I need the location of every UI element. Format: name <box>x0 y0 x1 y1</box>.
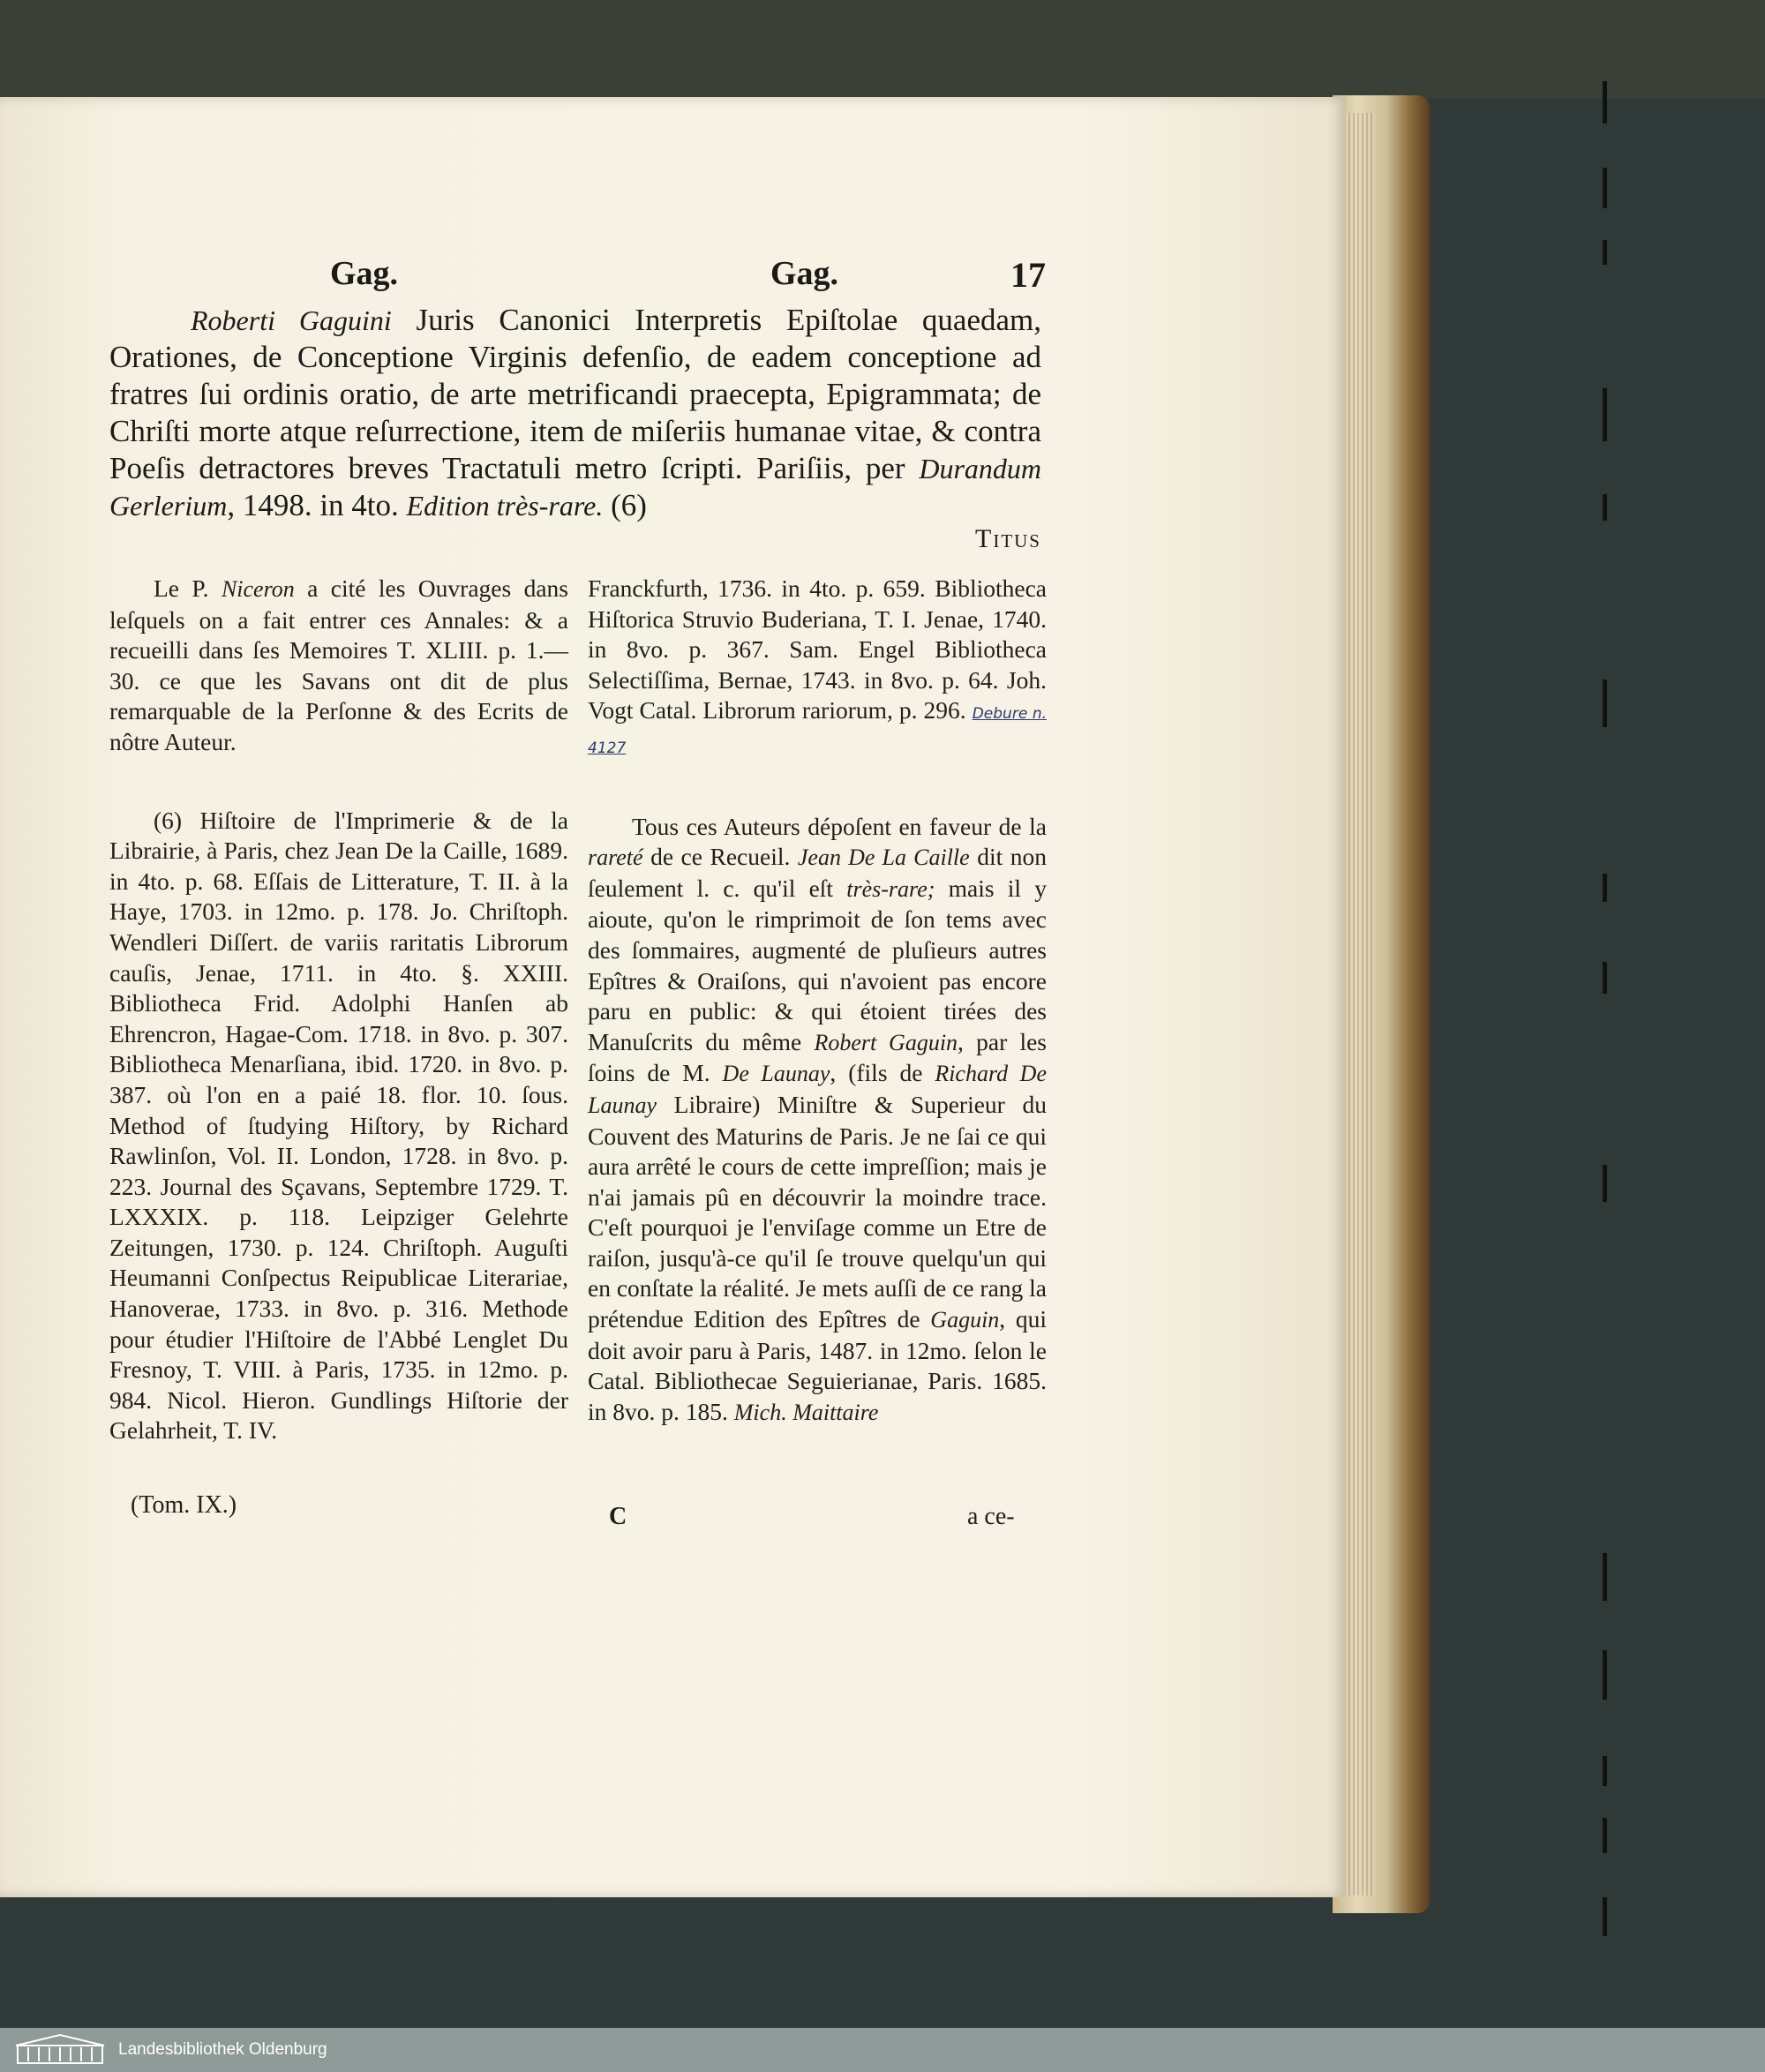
left-paragraph-1 <box>109 574 568 758</box>
scan-margin-mark <box>1603 81 1607 124</box>
left-column <box>109 574 568 1446</box>
right-p2-richard: Richard De Launay <box>588 1061 1047 1118</box>
scan-margin-mark <box>1603 168 1607 208</box>
right-paragraph-1 <box>588 574 1047 764</box>
right-p2-gaguin: Robert Gaguin <box>814 1029 958 1055</box>
right-p2-text-e: , par les ſoins de M. <box>588 1027 1047 1087</box>
book-fore-edge <box>1333 95 1430 1913</box>
scan-margin-mark <box>1603 388 1607 441</box>
scan-margin-mark <box>1603 1818 1607 1853</box>
scan-margin-mark <box>1603 1165 1607 1202</box>
library-building-icon <box>12 2033 108 2067</box>
lead-author: Roberti Gaguini <box>191 304 392 336</box>
scan-top-strip <box>0 0 1765 99</box>
right-p2-text-a: Tous ces Auteurs dépoſent en faveur de la <box>632 812 1047 840</box>
right-p2-lacaille: Jean De La Caille <box>797 845 970 871</box>
scan-margin-mark <box>1603 494 1607 521</box>
right-p2-text-g: Libraire) Miniſtre & Superieur du Couvent des Maturins de Paris. Je ne ſai ce qui aura arrêté le cours de cette impreſſion; mais je n'ai jamais pû en découvrir la moindre trace. C'eſt pourquoi je l'enviſage comme un Etre de raiſon, jusqu'à-ce qu'il ſe trouve quelqu'un qui en conſtate la réalité. Je mets auſſi de ce rang la prétendue Edition des Epîtres de <box>588 1090 1047 1333</box>
handwritten-annotation: Debure n. 4127 <box>588 705 1048 757</box>
catchword-bottom: a ce- <box>967 1503 1015 1530</box>
right-p2-text-h: , qui doit avoir paru à Paris, 1487. in 12mo. ſelon le Catal. Bibliothecae Seguierianae, Paris. 1685. in 8vo. p. 185. <box>588 1305 1047 1425</box>
right-p2-text-d: mais il y aioute, qu'on le rimprimoit de ſon tems avec des ſommaires, augmenté de pluſieurs autres Epîtres & Oraiſons, qui n'avoient pas encore paru en public: & qui étoient tirées des Manuſcrits du même <box>588 874 1047 1055</box>
library-name: Landesbibliothek Oldenburg <box>118 2040 327 2059</box>
left-p1-text-2: a cité les Ouvrages dans leſquels on a fait entrer ces Annales: & a recueilli dans ſes Memoires T. XLIII. p. 1.—30. ce que les Savans ont dit de plus remarquable de la Perſonne & des Ecrits de nôtre Auteur. <box>109 574 568 755</box>
scan-margin-mark <box>1603 679 1607 727</box>
right-column <box>588 574 1047 1428</box>
running-head-center: Gag. <box>770 255 839 292</box>
right-paragraph-2 <box>588 812 1047 1429</box>
scan-margin-mark <box>1603 1897 1607 1936</box>
left-paragraph-2: (6) Hiſtoire de l'Imprimerie & de la Librairie, à Paris, chez Jean De la Caille, 1689. in 4to. p. 68. Eſſais de Litterature, T. II. à la Haye, 1703. in 12mo. p. 178. Jo. Chriſtoph. Wendleri Diſſert. de variis raritatis Librorum cauſis, Jenae, 1711. in 4to. §. XXIII. Bibliotheca Frid. Adolphi Hanſen ab Ehrencron, Hagae-Com. 1718. in 8vo. p. 307. Bibliotheca Menarſiana, ibid. 1720. in 8vo. p. 387. où l'on en a paié 18. flor. 10. ſous. Method of ſtudying Hiſtory, by Richard Rawlinſon, Vol. II. London, 1728. in 8vo. p. 223. Journal des Sçavans, Septembre 1729. T. LXXXIX. p. 118. Leipziger Gelehrte Zeitungen, 1730. p. 124. Chriſtoph. Auguſti Heumanni Conſpectus Reipublicae Literariae, Hanoverae, 1733. in 8vo. p. 316. Methode pour étudier l'Hiſtoire de l'Abbé Lenglet Du Fresnoy, T. VIII. à Paris, 1735. in 12mo. p. 984. Nicol. Hieron. Gundlings Hiſtorie der Gelahrheit, T. IV. <box>109 806 568 1445</box>
lead-text-2: , 1498. in 4to. <box>227 488 407 522</box>
library-footer-bar <box>0 2028 1765 2072</box>
scan-margin-mark <box>1603 240 1607 265</box>
scan-margin-mark <box>1603 1650 1607 1700</box>
tome-mark: (Tom. IX.) <box>131 1491 237 1519</box>
lead-entry <box>109 302 1041 524</box>
right-p2-tresrare: très-rare; <box>846 875 935 902</box>
right-p1-text: Franckfurth, 1736. in 4to. p. 659. Bibliotheca Hiſtorica Struvio Buderiana, T. I. Jenae, 1740. in 8vo. p. 367. Sam. Engel Bibliotheca Selectiſſima, Bernae, 1743. in 8vo. p. 64. Joh. Vogt Catal. Librorum rariorum, p. 296. <box>588 574 1047 724</box>
right-p2-gaguin-2: Gaguin <box>930 1307 1000 1333</box>
right-p2-maittaire: Mich. Maittaire <box>733 1399 879 1425</box>
right-p2-text-f: , (fils de <box>830 1059 935 1087</box>
right-p2-text-b: de ce Recueil. <box>642 843 798 871</box>
lead-text-1: Juris Canonici Interpretis Epiſtolae quaedam, Orationes, de Conceptione Virginis defenſio, de eadem conceptione ad fratres ſui ordinis oratio, de arte metrificandi praecepta, Epigrammata; de Chriſti morte atque reſurrectione, item de miſeriis humanae vitae, & contra Poeſis detractores breves Tractatuli metro ſcripti. Pariſiis, per <box>109 303 1042 485</box>
scan-margin-mark <box>1603 1553 1607 1601</box>
right-p2-delaunay: De Launay <box>722 1061 830 1087</box>
catchword-top: Titus <box>975 524 1041 553</box>
right-p2-text-c: dit non ſeulement l. c. qu'il eſt <box>588 843 1048 902</box>
signature-mark: C <box>609 1503 627 1530</box>
left-p1-niceron: Niceron <box>221 576 295 602</box>
scan-margin-mark <box>1603 874 1607 902</box>
scan-margin-mark <box>1603 962 1607 994</box>
lead-edition: Edition très-rare. <box>406 490 604 522</box>
right-p2-rarete: rareté <box>588 845 643 871</box>
lead-printer: Durandum Gerlerium <box>109 453 1041 522</box>
lead-note-ref: (6) <box>603 488 647 522</box>
left-p1-text: Le P. <box>154 574 222 602</box>
running-head-left: Gag. <box>330 255 399 292</box>
scan-margin-mark <box>1603 1756 1607 1786</box>
page-number: 17 <box>1010 255 1046 295</box>
